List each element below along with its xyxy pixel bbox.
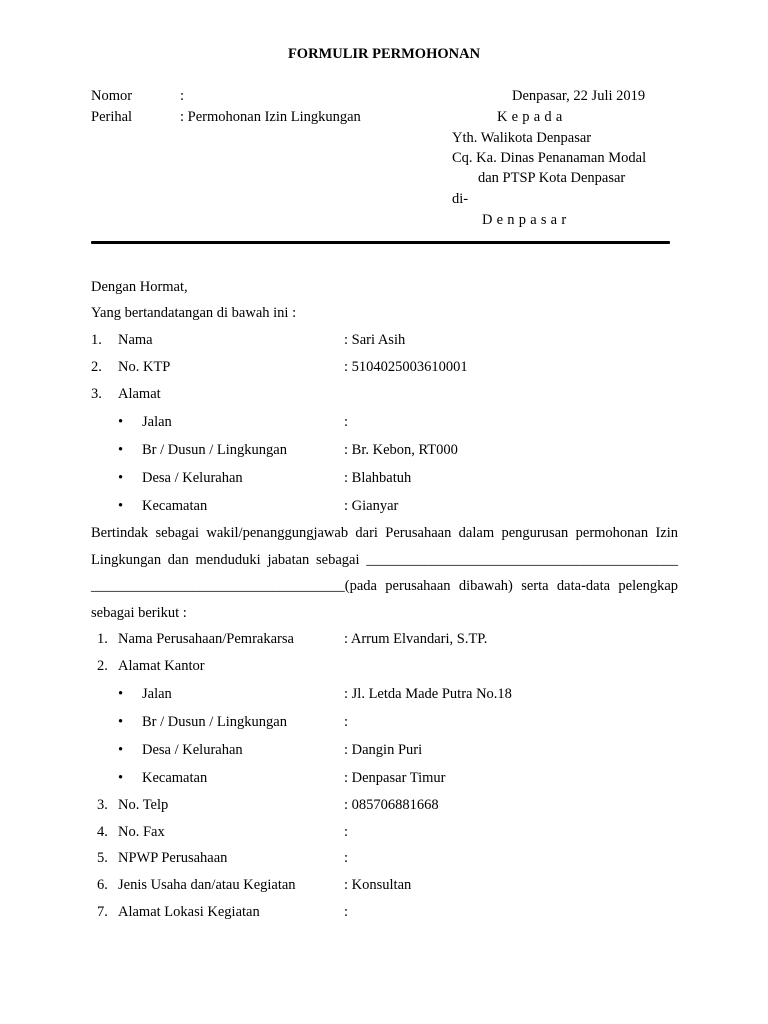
item-value: : — [344, 714, 349, 730]
bullet-icon: • — [118, 498, 124, 514]
recipient-dan: dan PTSP Kota Denpasar — [478, 170, 626, 186]
bullet-icon: • — [118, 470, 124, 486]
item-label: Br / Dusun / Lingkungan — [142, 714, 287, 730]
item-label: NPWP Perusahaan — [118, 850, 228, 866]
bullet-icon: • — [118, 442, 124, 458]
item-number: 4. — [97, 824, 108, 840]
paragraph-line: sebagai berikut : — [91, 605, 187, 621]
list-item — [91, 658, 691, 678]
greeting: Dengan Hormat, — [91, 279, 188, 295]
bullet-item — [91, 714, 691, 734]
item-value: : Sari Asih — [344, 332, 406, 348]
item-label: Nama — [118, 332, 153, 348]
item-label: Desa / Kelurahan — [142, 742, 243, 758]
bullet-icon: • — [118, 742, 124, 758]
item-label: Alamat Kantor — [118, 658, 205, 674]
list-item — [91, 797, 691, 817]
item-value: : Gianyar — [344, 498, 399, 514]
item-value: : Br. Kebon, RT000 — [344, 442, 458, 458]
item-value: : Blahbatuh — [344, 470, 412, 486]
header-divider — [91, 241, 670, 244]
bullet-item — [91, 414, 691, 434]
item-label: Jenis Usaha dan/atau Kegiatan — [118, 877, 296, 893]
item-label: Jalan — [142, 686, 172, 702]
paragraph-line: ___________________________________(pada perusahaan dibawah) serta data-data pelengkap — [91, 578, 678, 594]
bullet-icon: • — [118, 414, 124, 430]
item-label: Alamat Lokasi Kegiatan — [118, 904, 260, 920]
recipient-di: di- — [452, 191, 469, 207]
bullet-item — [91, 742, 691, 762]
recipient-cq: Cq. Ka. Dinas Penanaman Modal — [452, 150, 647, 166]
item-label: Br / Dusun / Lingkungan — [142, 442, 287, 458]
item-number: 1. — [97, 631, 108, 647]
recipient-city: Denpasar — [482, 212, 571, 228]
perihal-label: Perihal — [91, 109, 133, 125]
paragraph-line: Lingkungan dan menduduki jabatan sebagai ___________________________________________ — [91, 552, 678, 568]
item-number: 3. — [91, 386, 102, 402]
item-number: 2. — [97, 658, 108, 674]
bullet-icon: • — [118, 770, 124, 786]
list-item — [91, 631, 691, 651]
item-label: No. KTP — [118, 359, 171, 375]
item-value: : 085706881668 — [344, 797, 439, 813]
item-label: Nama Perusahaan/Pemrakarsa — [118, 631, 294, 647]
item-value: : Arrum Elvandari, S.TP. — [344, 631, 488, 647]
item-label: Kecamatan — [142, 770, 208, 786]
item-value: : — [344, 824, 349, 840]
bullet-icon: • — [118, 686, 124, 702]
item-label: Desa / Kelurahan — [142, 470, 243, 486]
item-number: 3. — [97, 797, 108, 813]
item-value: : Denpasar Timur — [344, 770, 446, 786]
item-label: Kecamatan — [142, 498, 208, 514]
item-value: : — [344, 414, 349, 430]
list-item — [91, 332, 691, 352]
item-value: : Jl. Letda Made Putra No.18 — [344, 686, 512, 702]
intro-text: Yang bertandatangan di bawah ini : — [91, 305, 297, 321]
letter-date: Denpasar, 22 Juli 2019 — [512, 88, 646, 104]
bullet-item — [91, 770, 691, 790]
bullet-item — [91, 442, 691, 462]
list-item — [91, 824, 691, 844]
kepada-label: Kepada — [497, 109, 567, 125]
paragraph-line: Bertindak sebagai wakil/penanggungjawab dari Perusahaan dalam pengurusan permohonan Izin — [91, 525, 678, 541]
perihal-value: : Permohonan Izin Lingkungan — [180, 109, 361, 125]
recipient-yth: Yth. Walikota Denpasar — [452, 130, 592, 146]
item-label: Alamat — [118, 386, 161, 402]
item-value: : — [344, 904, 349, 920]
nomor-value: : — [180, 88, 185, 104]
item-label: Jalan — [142, 414, 172, 430]
list-item — [91, 359, 691, 379]
item-value: : Konsultan — [344, 877, 412, 893]
item-number: 7. — [97, 904, 108, 920]
item-number: 5. — [97, 850, 108, 866]
list-item — [91, 386, 691, 406]
list-item — [91, 904, 691, 924]
list-item — [91, 877, 691, 897]
bullet-item — [91, 686, 691, 706]
item-number: 2. — [91, 359, 102, 375]
list-item — [91, 850, 691, 870]
item-label: No. Telp — [118, 797, 169, 813]
item-number: 1. — [91, 332, 102, 348]
form-title: FORMULIR PERMOHONAN — [287, 46, 481, 62]
item-label: No. Fax — [118, 824, 165, 840]
nomor-label: Nomor — [91, 88, 133, 104]
bullet-item — [91, 470, 691, 490]
item-value: : 5104025003610001 — [344, 359, 468, 375]
item-value: : — [344, 850, 349, 866]
item-value: : Dangin Puri — [344, 742, 423, 758]
bullet-item — [91, 498, 691, 518]
item-number: 6. — [97, 877, 108, 893]
bullet-icon: • — [118, 714, 124, 730]
